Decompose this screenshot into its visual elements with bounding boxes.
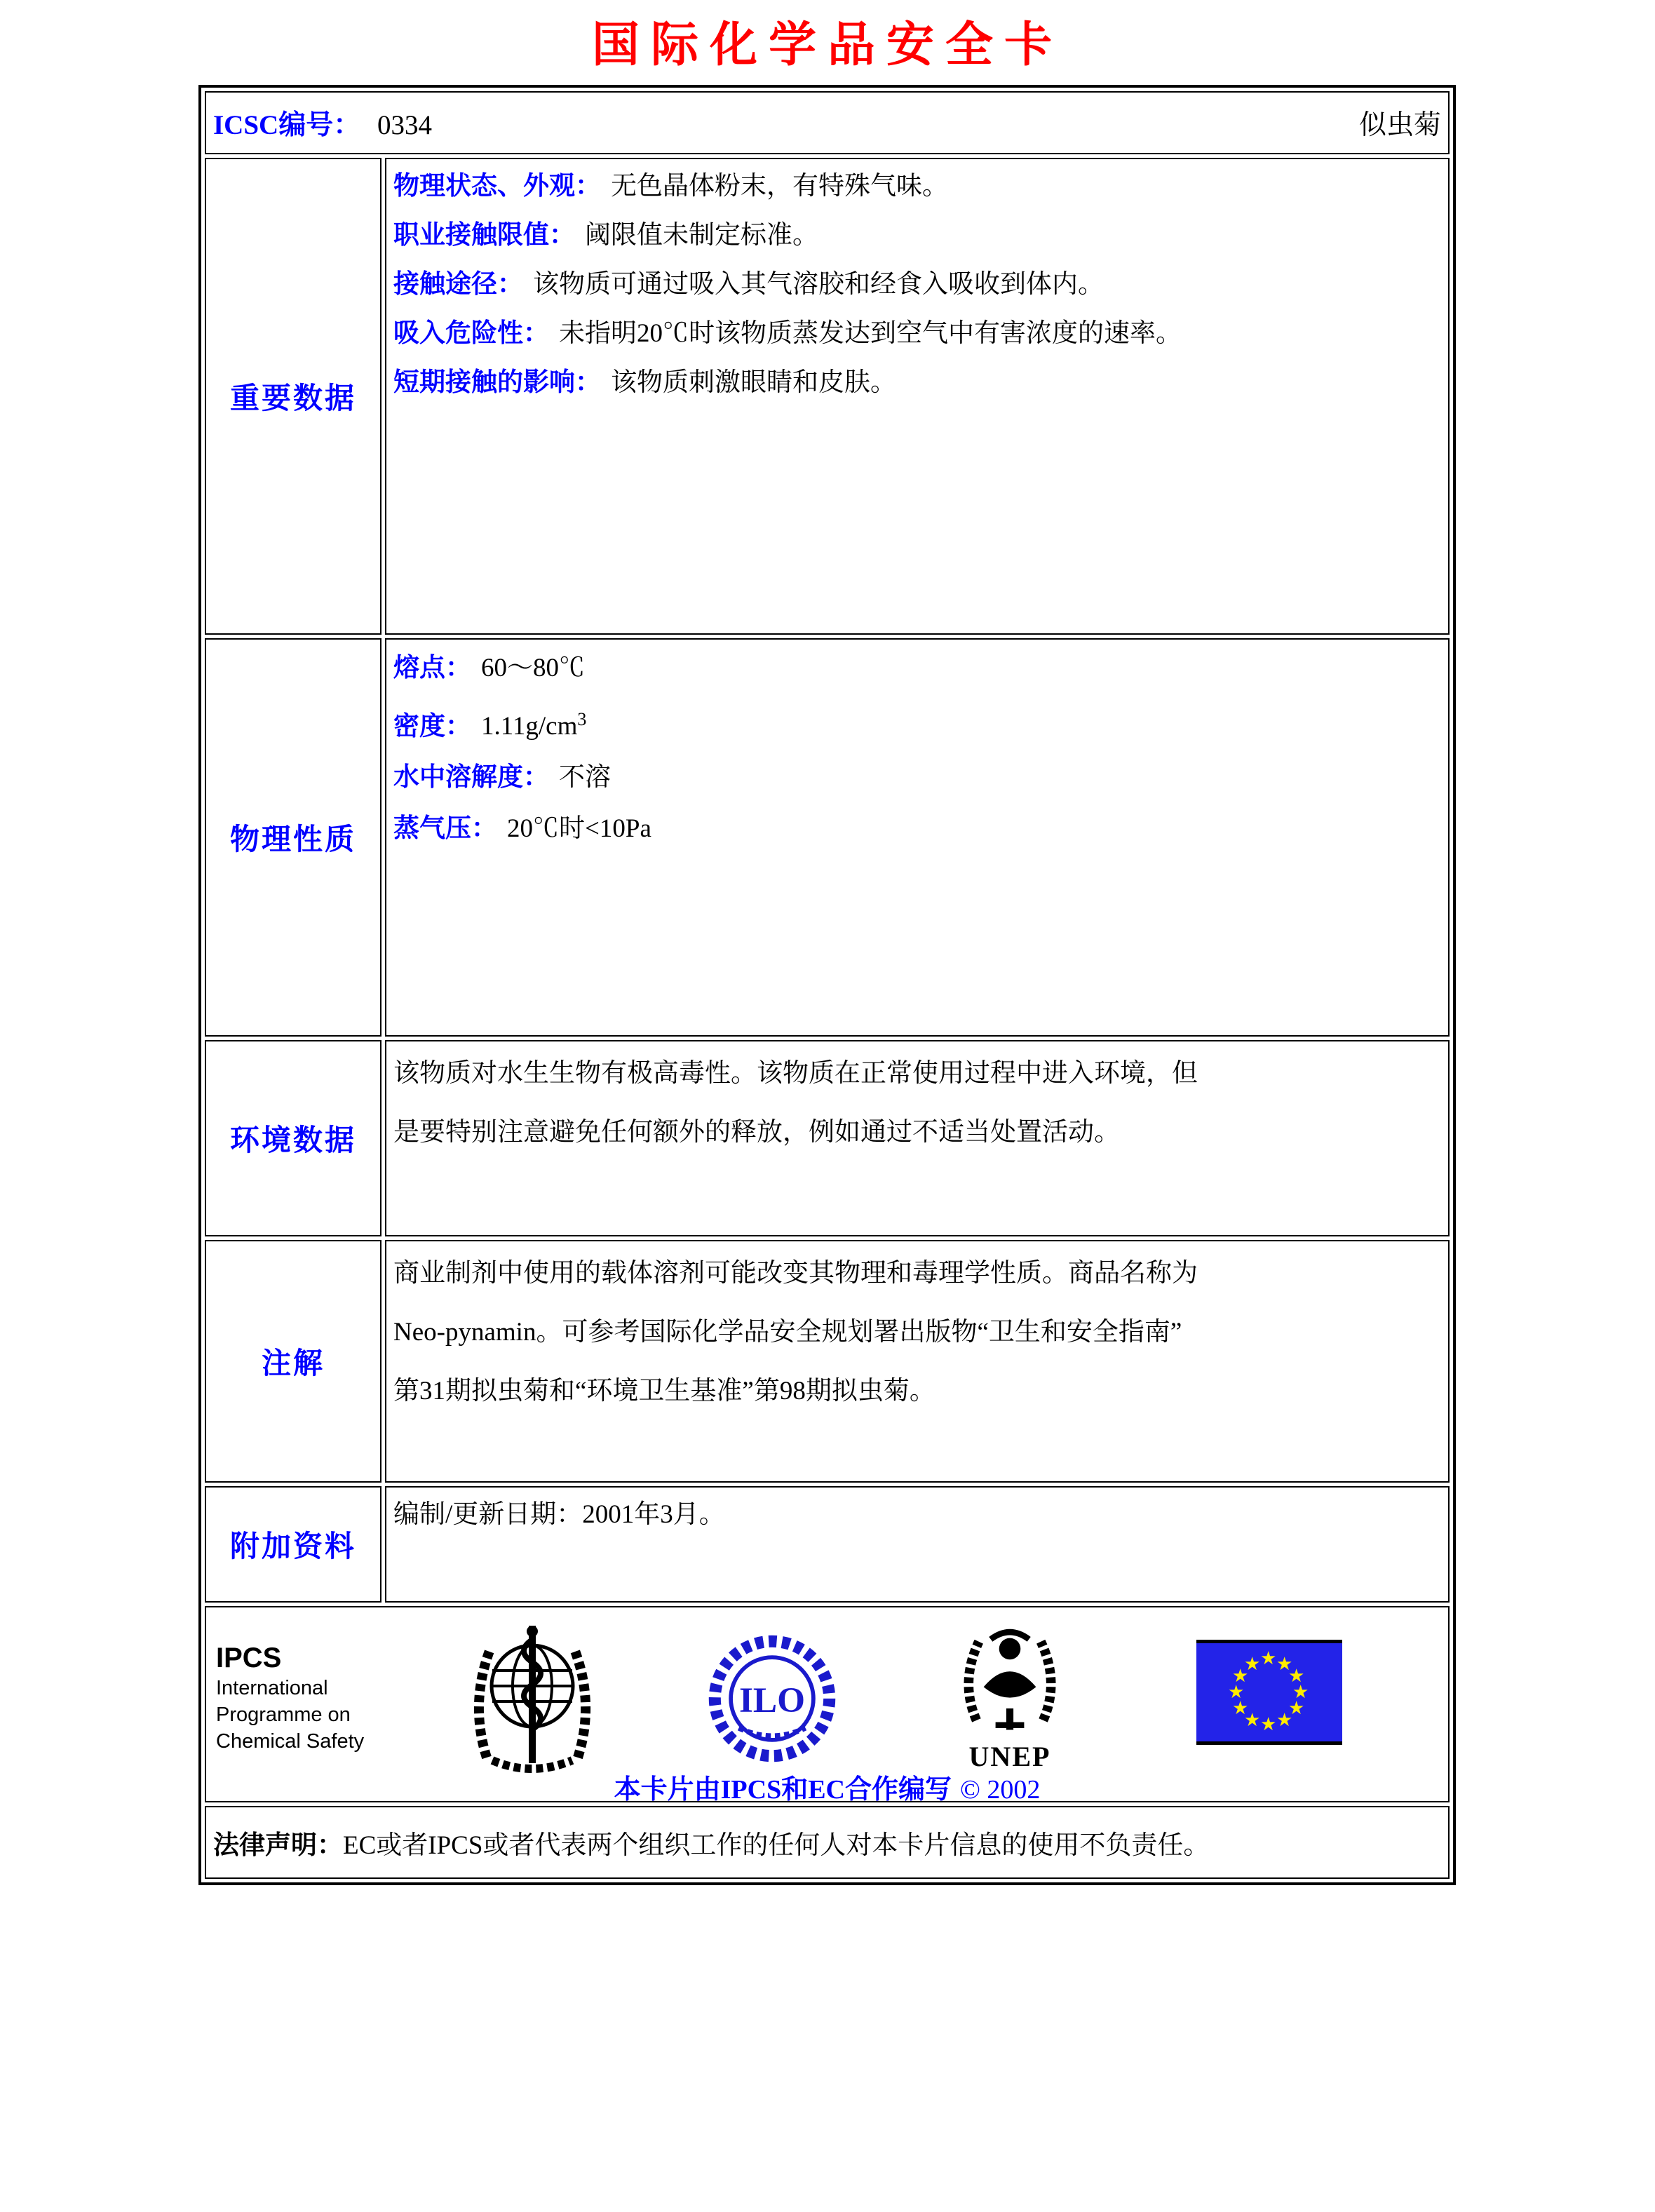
row-physical-state: 物理状态、外观： 无色晶体粉末，有特殊气味。 [393,172,948,201]
row-inhalation-risk: 吸入危险性： 未指明20℃时该物质蒸发达到空气中有害浓度的速率。 [393,319,1182,348]
copyright-text: © 2002 [960,1775,1041,1805]
legal-row [205,1806,1450,1879]
section-content-notes [385,1240,1450,1483]
icsc-number-value: 0334 [377,110,432,140]
density-superscript: 3 [577,709,587,729]
icsc-number [213,103,432,142]
attribution-text: 本卡片由IPCS和EC合作编写 [614,1775,952,1805]
notes-paragraph-line: 第31期拟虫菊和“环境卫生基准”第98期拟虫菊。 [393,1377,935,1405]
section-label-notes: 注解 [205,1240,381,1483]
section-content-physical-properties [385,638,1450,1037]
section-content-additional-info [385,1486,1450,1603]
section-label-important-data: 重要数据 [205,158,381,635]
row-exposure-routes: 接触途径： 该物质可通过吸入其气溶胶和经食入吸收到体内。 [393,270,1104,299]
who-logo-icon [467,1620,597,1779]
section-label-additional-info: 附加资料 [205,1486,381,1603]
environment-paragraph-line: 该物质对水生生物有极高毒性。该物质在正常使用过程中进入环境，但 [393,1059,1198,1088]
row-density: 密度： $1.11g/cm^3$ [393,709,587,741]
legal-text: EC或者IPCS或者代表两个组织工作的任何人对本卡片信息的使用不负责任。 [343,1831,1210,1860]
icsc-number-label: ICSC编号： [213,110,361,140]
section-content-environmental-data [385,1040,1450,1236]
section-label-physical-properties: 物理性质 [205,638,381,1037]
unep-logo-text: UNEP [968,1741,1051,1772]
ilo-logo-icon [705,1628,839,1769]
notes-paragraph-line: Neo-pynamin。可参考国际化学品安全规划署出版物“卫生和安全指南” [393,1318,1182,1347]
page-title: 国际化学品安全卡 [591,18,1063,72]
legal-label: 法律声明： [213,1831,343,1860]
section-content-important-data [385,158,1450,635]
logos-row [205,1606,1450,1805]
icsc-card-table [198,85,1456,1885]
row-occupational-limits: 职业接触限值： 阈限值未制定标准。 [393,221,818,250]
eu-flag-icon: ★ ★ ★ ★ ★ ★ ★ ★ ★ ★ ★ ★ [1196,1640,1342,1745]
unep-logo [947,1620,1073,1773]
unep-logo-icon [950,1620,1069,1741]
legal-statement [213,1823,1441,1861]
row-short-term-effects: 短期接触的影响： 该物质刺激眼睛和皮肤。 [393,368,896,397]
row-melting-point: 熔点： 60～80℃ [393,654,585,682]
attribution-line [206,1767,1448,1806]
ipcs-title: IPCS [216,1643,282,1673]
row-vapor-pressure: 蒸气压： 20℃时<10Pa [393,814,651,844]
chemical-name: 似虫菊 [1358,110,1441,140]
row-update-date: 编制/更新日期：2001年3月。 [393,1500,725,1529]
card-header-row [205,91,1450,154]
notes-paragraph-line: 商业制剂中使用的载体溶剂可能改变其物理和毒理学性质。商品名称为 [393,1259,1198,1288]
environment-paragraph-line: 是要特别注意避免任何额外的释放，例如通过不适当处置活动。 [393,1118,1120,1147]
ilo-logo-text: ILO [738,1680,806,1720]
section-label-environmental-data: 环境数据 [205,1040,381,1236]
ipcs-logo-text: IPCS International Programme on Chemical Safety [216,1643,365,1753]
row-water-solubility: 水中溶解度： 不溶 [393,763,611,793]
